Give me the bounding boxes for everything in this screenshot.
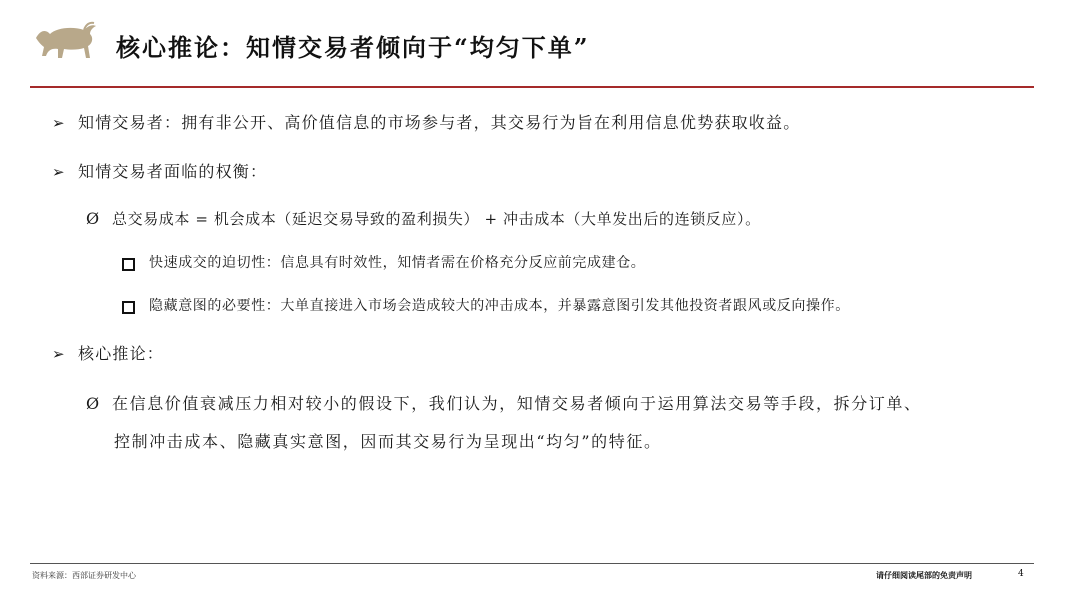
bullet-urgency <box>122 253 645 273</box>
bullet-text-line1: 在信息价值衰减压力相对较小的假设下，我们认为，知情交易者倾向于运用算法交易等手段，拆分订单、 <box>112 394 922 413</box>
bullet-text: 知情交易者面临的权衡： <box>78 162 268 181</box>
bullet-total-cost <box>86 209 761 229</box>
bull-logo-icon <box>32 20 98 64</box>
phi-bullet-icon: Ø <box>86 394 100 413</box>
arrow-bullet-icon: ➢ <box>52 114 65 132</box>
bullet-informed-trader <box>52 113 800 133</box>
bullet-text: 总交易成本 = 机会成本（延迟交易导致的盈利损失） + 冲击成本（大单发出后的连锁反应）。 <box>112 210 761 228</box>
title-divider <box>30 86 1034 88</box>
source-note: 资料来源：西部证券研发中心 <box>32 571 136 580</box>
disclaimer-note: 请仔细阅读尾部的免责声明 <box>876 570 972 580</box>
bullet-text: 隐藏意图的必要性：大单直接进入市场会造成较大的冲击成本，并暴露意图引发其他投资者跟风或反向操作。 <box>149 298 850 314</box>
bullet-core-inference <box>52 344 164 364</box>
bullet-concealment <box>122 296 850 316</box>
bullet-text: 核心推论： <box>78 344 165 363</box>
page-title: 核心推论：知情交易者倾向于“均匀下单” <box>116 33 590 62</box>
page-number: 4 <box>1018 569 1024 579</box>
bullet-tradeoff <box>52 162 267 182</box>
arrow-bullet-icon: ➢ <box>52 345 65 363</box>
square-bullet-icon <box>122 301 135 314</box>
bullet-text: 快速成交的迫切性：信息具有时效性，知情者需在价格充分反应前完成建仓。 <box>149 255 646 271</box>
bullet-text-line2: 控制冲击成本、隐藏真实意图，因而其交易行为呈现出“均匀”的特征。 <box>114 432 662 451</box>
footer-divider <box>30 563 1034 564</box>
bullet-conclusion <box>86 394 922 414</box>
square-bullet-icon <box>122 258 135 271</box>
arrow-bullet-icon: ➢ <box>52 163 65 181</box>
bullet-text: 知情交易者：拥有非公开、高价值信息的市场参与者，其交易行为旨在利用信息优势获取收益。 <box>78 113 801 132</box>
phi-bullet-icon: Ø <box>86 209 100 228</box>
